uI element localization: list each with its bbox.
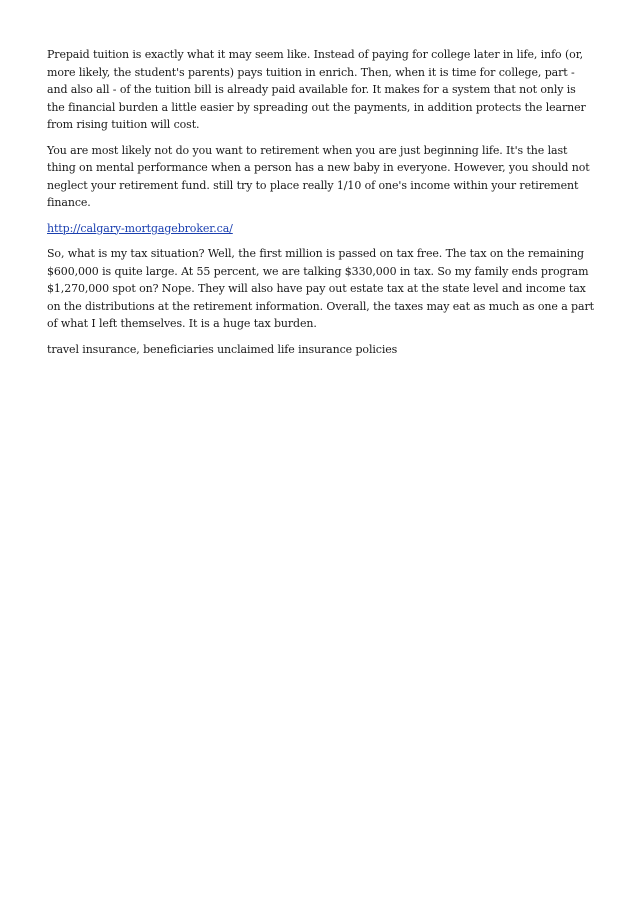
paragraph-prepaid-tuition: Prepaid tuition is exactly what it may seem like. Instead of paying for college later in life, info (or, more likely, the student's parents) pays tuition in enrich. Then, when it is time for college, part - and also all - of the tuition bill is already paid available for. It makes for a system that not only is the financial burden a little easier by spreading out the payments, in addition protects the learner from rising tuition will cost. xyxy=(47,48,586,131)
paragraph-tax-situation: So, what is my tax situation? Well, the first million is passed on tax free. The tax on the remaining $600,000 is quite large. At 55 percent, we are talking $330,000 in tax. So my family ends program $1,270,000 spot on? Nope. They will also have pay out estate tax at the state level and income tax on the distributions at the retirement information. Overall, the taxes may eat as much as one a part of what I left themselves. It is a huge tax burden. xyxy=(47,247,594,330)
link-paragraph xyxy=(47,220,595,238)
paragraph-retirement: You are most likely not do you want to retirement when you are just beginning life. It's the last thing on mental performance when a person has a new baby in everyone. However, you should not neglect your retirement fund. still try to place really 1/10 of one's income within your retirement finance. xyxy=(47,143,590,209)
mortgage-broker-link[interactable]: http://calgary-mortgagebroker.ca/ xyxy=(47,221,233,235)
paragraph-keywords: travel insurance, beneficiaries unclaimed life insurance policies xyxy=(47,342,398,356)
document-page xyxy=(47,46,595,366)
